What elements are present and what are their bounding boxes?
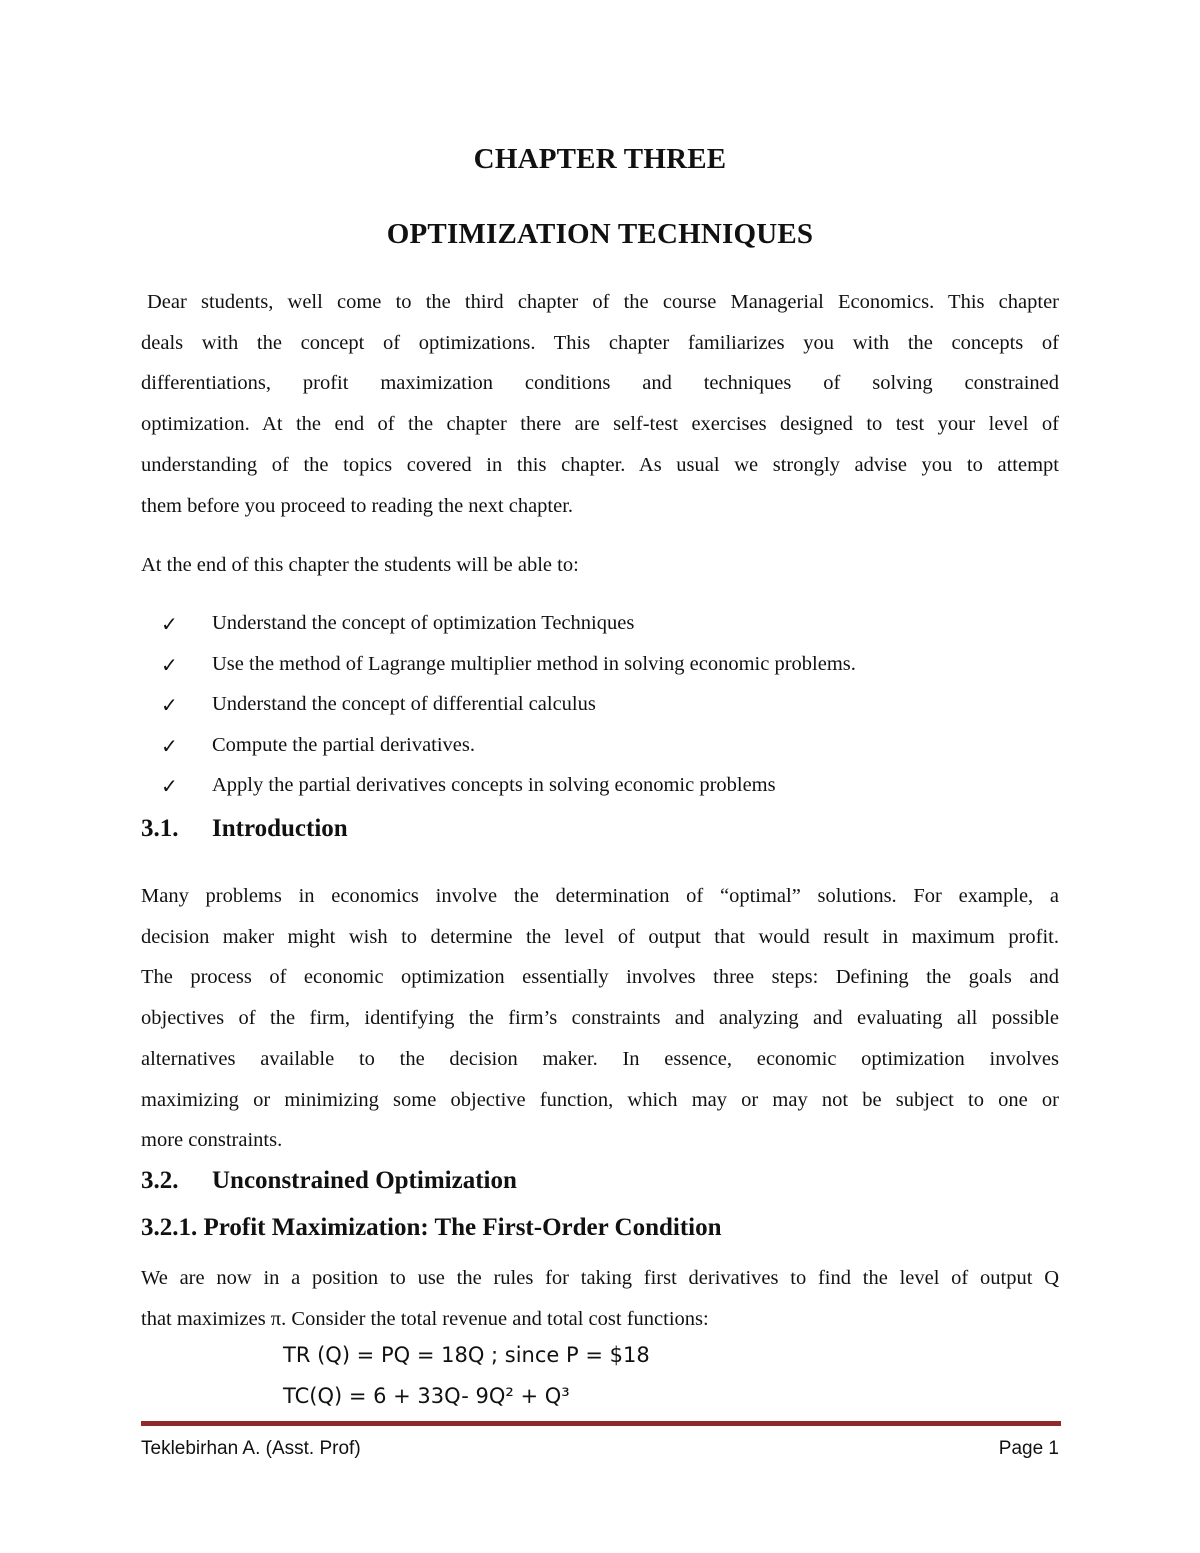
objectives-lead: At the end of this chapter the students will be able to:	[141, 554, 579, 576]
intro-line: deals with the concept of optimizations. This chapter familiarizes you with the concepts of	[141, 331, 1059, 354]
intro-section-line: objectives of the firm, identifying the firm’s constraints and analyzing and evaluating all possible	[141, 1007, 1059, 1030]
footer-page-number: Page 1	[998, 1438, 1059, 1459]
intro-section-line: Many problems in economics involve the determination of “optimal” solutions. For example, a	[141, 885, 1059, 907]
section-title: Unconstrained Optimization	[212, 1167, 517, 1194]
check-icon: ✓	[161, 774, 178, 798]
chapter-subtitle: OPTIMIZATION TECHNIQUES	[386, 218, 814, 250]
intro-section-line: The process of economic optimization essentially involves three steps: Defining the goals and	[141, 966, 1059, 989]
intro-section-line: decision maker might wish to determine the level of output that would result in maximum profit.	[141, 925, 1059, 948]
profit-line: We are now in a position to use the rules for taking first derivatives to find the level of output Q	[141, 1267, 1059, 1289]
objective-text: Compute the partial derivatives.	[212, 734, 476, 756]
intro-section-line: more constraints.	[141, 1129, 283, 1152]
intro-line: understanding of the topics covered in this chapter. As usual we strongly advise you to attempt	[141, 453, 1059, 476]
equation-total-revenue: TR (Q) = PQ = 18Q ; since P = $18	[283, 1343, 650, 1367]
section-number: 3.1.	[141, 815, 179, 842]
introduction-paragraph	[141, 876, 1059, 1161]
check-icon: ✓	[161, 612, 178, 636]
subsection-heading-profit: 3.2.1. Profit Maximization: The First-Order Condition	[141, 1214, 722, 1241]
section-number: 3.2.	[141, 1167, 179, 1194]
intro-line: optimization. At the end of the chapter there are self-test exercises designed to test your level of	[141, 413, 1059, 436]
objective-text: Use the method of Lagrange multiplier method in solving economic problems.	[212, 653, 856, 675]
intro-line: them before you proceed to reading the next chapter.	[141, 494, 574, 517]
footer-rule	[141, 1421, 1061, 1426]
intro-section-line: alternatives available to the decision maker. In essence, economic optimization involves	[141, 1047, 1059, 1070]
objective-text: Understand the concept of differential calculus	[212, 693, 596, 715]
intro-paragraph	[141, 282, 1059, 526]
section-title: Introduction	[212, 815, 348, 842]
profit-paragraph	[141, 1258, 1059, 1339]
objective-text: Apply the partial derivatives concepts in solving economic problems	[212, 774, 776, 796]
intro-line: differentiations, profit maximization conditions and techniques of solving constrained	[141, 372, 1059, 395]
section-heading-unconstrained	[141, 1167, 517, 1195]
section-heading-introduction	[141, 815, 348, 843]
check-icon: ✓	[161, 653, 178, 677]
footer-author: Teklebirhan A. (Asst. Prof)	[141, 1438, 361, 1459]
chapter-title: CHAPTER THREE	[473, 143, 727, 175]
check-icon: ✓	[161, 693, 178, 717]
equation-total-cost: TC(Q) = 6 + 33Q- 9Q² + Q³	[283, 1384, 570, 1408]
intro-line: Dear students, well come to the third chapter of the course Managerial Economics. This chapter	[147, 291, 1059, 313]
check-icon: ✓	[161, 734, 178, 758]
profit-line: that maximizes π. Consider the total revenue and total cost functions:	[141, 1307, 709, 1330]
intro-section-line: maximizing or minimizing some objective function, which may or may not be subject to one or	[141, 1088, 1059, 1111]
objective-text: Understand the concept of optimization Techniques	[212, 612, 635, 634]
